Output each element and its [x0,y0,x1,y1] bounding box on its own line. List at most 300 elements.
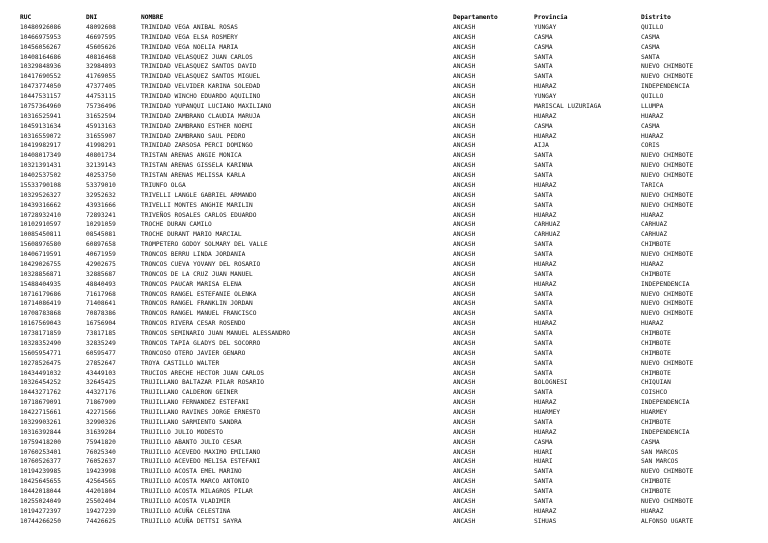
nombre-cell: TRINIDAD WINCHO EDUARDO AQUILINO [141,93,261,100]
header-departamento: Departamento [453,14,498,21]
distrito-cell: CASMA [641,438,660,446]
ruc-cell: 10757364960 [20,102,61,110]
distrito-cell: CHIMBOTE [641,369,671,377]
departamento-cell: ANCASH [453,53,476,61]
provincia-cell: SANTA [534,191,553,199]
ruc-cell: 10278526475 [20,359,61,367]
nombre-cell: TRINIDAD VEGA ANIBAL ROSAS [141,23,238,31]
provincia-cell: CASMA [534,33,553,41]
ruc-cell: 10760253401 [20,448,61,456]
dni-cell: 08545081 [86,231,116,239]
distrito-cell: QUILLO [641,93,664,100]
ruc-cell: 10329903261 [20,418,61,426]
nombre-cell: TRONCOS TAPIA GLADYS DEL SOCORRO [141,339,261,347]
table-row [20,329,761,339]
departamento-cell: ANCASH [453,428,476,436]
dni-cell: 75736496 [86,102,116,110]
nombre-cell: TRINIDAD VEGA NOELIA MARIA [141,43,238,51]
distrito-cell: NUEVO CHIMBOTE [641,468,694,476]
departamento-cell: ANCASH [453,93,476,100]
departamento-cell: ANCASH [453,478,476,486]
table-row [20,438,761,448]
distrito-cell: NUEVO CHIMBOTE [641,63,694,71]
ruc-cell: 10408164686 [20,53,61,61]
ruc-cell: 10328352490 [20,339,61,347]
nombre-cell: TRINIDAD VELASQUEZ SANTOS MIGUEL [141,73,261,81]
table-row [20,487,761,497]
table-row [20,62,761,72]
provincia-cell: SANTA [534,251,553,258]
dni-cell: 32990326 [86,418,116,426]
table-row [20,53,761,63]
dni-cell: 32835249 [86,339,116,347]
ruc-cell: 10447531157 [20,93,61,100]
provincia-cell: CASMA [534,438,553,446]
ruc-cell: 10102910597 [20,221,61,229]
provincia-cell: SANTA [534,468,553,476]
distrito-cell: CHIMBOTE [641,418,671,426]
nombre-cell: TRUJILLO ABANTO JULIO CESAR [141,438,242,446]
provincia-cell: SANTA [534,73,553,81]
departamento-cell: ANCASH [453,280,476,288]
table-row [20,388,761,398]
distrito-cell: NUEVO CHIMBOTE [641,201,694,209]
table-row [20,141,761,151]
nombre-cell: TRISTAN ARENAS MELISSA KARLA [141,172,246,179]
dni-cell: 41769055 [86,73,116,81]
ruc-cell: 10434491032 [20,369,61,377]
table-row [20,191,761,201]
nombre-cell: TRINIDAD VELASQUEZ SANTOS DAVID [141,63,257,71]
departamento-cell: ANCASH [453,468,476,476]
table-row [20,497,761,507]
nombre-cell: TROCHE DURANT MARIO MARCIAL [141,231,242,239]
ruc-cell: 10425645655 [20,478,61,486]
nombre-cell: TRUJILLO ACOSTA MARCO ANTONIO [141,478,250,486]
table-row [20,211,761,221]
nombre-cell: TRINIDAD YUPANQUI LUCIANO MAXILIANO [141,102,272,110]
departamento-cell: ANCASH [453,507,476,515]
ruc-cell: 10406719591 [20,251,61,258]
provincia-cell: SANTA [534,290,553,298]
nombre-cell: TRINIDAD VELVIDER KARINA SOLEDAD [141,83,261,91]
nombre-cell: TRONCOS DE LA CRUZ JUAN MANUEL [141,270,253,278]
dni-cell: 74426625 [86,517,116,525]
provincia-cell: AIJA [534,142,549,150]
ruc-cell: 10759418200 [20,438,61,446]
nombre-cell: TRUJILLO ACUÑA DETTSI SAYRA [141,517,242,525]
ruc-cell: 10085450811 [20,231,61,239]
table-row [20,181,761,191]
dni-cell: 40801734 [86,152,116,160]
nombre-cell: TRONCOS BERRU LINDA JORDANIA [141,251,246,258]
table-row [20,378,761,388]
provincia-cell: SANTA [534,497,553,505]
ruc-cell: 10419982917 [20,142,61,150]
departamento-cell: ANCASH [453,260,476,268]
distrito-cell: NUEVO CHIMBOTE [641,191,694,199]
nombre-cell: TRUJILLANO BALTAZAR PILAR ROSARIO [141,379,264,387]
nombre-cell: TRUJILLANO CALDERON GEINER [141,389,238,397]
dni-cell: 10291059 [86,221,116,229]
nombre-cell: TRONCOS RANGEL ESTEFANIE OLENKA [141,290,257,298]
nombre-cell: TRINIDAD ZAMBRANO SAUL PEDRO [141,132,246,140]
ruc-cell: 10728932410 [20,211,61,219]
distrito-cell: HUARAZ [641,507,664,515]
table-row [20,270,761,280]
provincia-cell: CARHUAZ [534,221,561,229]
departamento-cell: ANCASH [453,162,476,170]
dni-cell: 43449103 [86,369,116,377]
provincia-cell: SANTA [534,63,553,71]
nombre-cell: TRIVELLI MONTES ANGHIE MARILIN [141,201,253,209]
nombre-cell: TRONCOS SEMINARIO JUAN MANUEL ALESSANDRO [141,330,291,337]
dni-cell: 44327176 [86,389,116,397]
dni-cell: 19423998 [86,468,116,476]
table-row [20,290,761,300]
ruc-cell: 10321391431 [20,162,61,170]
provincia-cell: SANTA [534,389,553,397]
distrito-cell: CASMA [641,43,660,51]
dni-cell: 60897658 [86,241,116,249]
distrito-cell: NUEVO CHIMBOTE [641,290,694,298]
table-row [20,151,761,161]
dni-cell: 71408641 [86,300,116,308]
header-nombre: NOMBRE [141,14,164,21]
nombre-cell: TRUCIOS ARECHE HECTOR JUAN CARLOS [141,369,264,377]
table-row [20,102,761,112]
provincia-cell: SANTA [534,369,553,377]
departamento-cell: ANCASH [453,488,476,495]
ruc-cell: 10708783868 [20,310,61,318]
dni-cell: 31655907 [86,132,116,140]
departamento-cell: ANCASH [453,122,476,130]
table-row [20,112,761,122]
header-provincia: Provincia [534,14,568,21]
nombre-cell: TRONCOS CUEVA YOVANY DEL ROSARIO [141,260,261,268]
distrito-cell: HUARAZ [641,132,664,140]
departamento-cell: ANCASH [453,517,476,525]
distrito-cell: NUEVO CHIMBOTE [641,310,694,318]
departamento-cell: ANCASH [453,330,476,337]
nombre-cell: TRIVEÑOS ROSALES CARLOS EDUARDO [141,211,257,219]
nombre-cell: TRINIDAD ZAMBRANO ESTHER NOEMI [141,122,253,130]
departamento-cell: ANCASH [453,73,476,81]
distrito-cell: CARHUAZ [641,221,668,229]
distrito-cell: NUEVO CHIMBOTE [641,172,694,179]
provincia-cell: HUARAZ [534,132,557,140]
distrito-cell: SAN MARCOS [641,458,679,466]
table-row [20,319,761,329]
nombre-cell: TRINIDAD ZARSOSA PERCI DOMINGO [141,142,253,150]
nombre-cell: TRUJILLO ACOSTA EMEL MARINO [141,468,242,476]
distrito-cell: HUARAZ [641,112,664,120]
nombre-cell: TROMPETERO GODOY SOLMARY DEL VALLE [141,241,268,249]
ruc-cell: 10316559072 [20,132,61,140]
provincia-cell: YUNGAY [534,23,557,31]
dni-cell: 53379010 [86,181,116,189]
nombre-cell: TRONCOS PAUCAR MARISA ELENA [141,280,242,288]
distrito-cell: QUILLO [641,23,664,31]
provincia-cell: HUARAZ [534,507,557,515]
departamento-cell: ANCASH [453,448,476,456]
ruc-cell: 10255024049 [20,497,61,505]
table-row [20,220,761,230]
ruc-cell: 10480926086 [20,23,61,31]
dni-cell: 71617968 [86,290,116,298]
departamento-cell: ANCASH [453,63,476,71]
provincia-cell: HUARAZ [534,428,557,436]
nombre-cell: TRUJILLO JULIO MODESTO [141,428,223,436]
nombre-cell: TRUJILLO ACOSTA VLADIMIR [141,497,231,505]
provincia-cell: HUARMEY [534,409,561,416]
nombre-cell: TRONCOSO OTERO JAVIER GENARO [141,349,246,357]
ruc-cell: 15488404935 [20,280,61,288]
ruc-cell: 15605954771 [20,349,61,357]
dni-cell: 72893241 [86,211,116,219]
table-row [20,398,761,408]
distrito-cell: TARICA [641,181,664,189]
nombre-cell: TRUJILLO ACUÑA CELESTINA [141,507,231,515]
provincia-cell: SANTA [534,53,553,61]
distrito-cell: NUEVO CHIMBOTE [641,497,694,505]
departamento-cell: ANCASH [453,142,476,150]
dni-cell: 32139143 [86,162,116,170]
ruc-cell: 10328856871 [20,270,61,278]
departamento-cell: ANCASH [453,152,476,160]
ruc-cell: 10466975953 [20,33,61,41]
departamento-cell: ANCASH [453,112,476,120]
dni-cell: 71867909 [86,399,116,407]
departamento-cell: ANCASH [453,23,476,31]
provincia-cell: SANTA [534,201,553,209]
ruc-cell: 10442018044 [20,488,61,495]
nombre-cell: TRISTAN ARENAS GISSELA KARINNA [141,162,253,170]
table-row [20,408,761,418]
nombre-cell: TRINIDAD VEGA ELSA ROSMERY [141,33,238,41]
nombre-cell: TRISTAN ARENAS ANGIE MONICA [141,152,242,160]
provincia-cell: CASMA [534,43,553,51]
dni-cell: 19427239 [86,507,116,515]
dni-cell: 16756904 [86,320,116,328]
table-row [20,72,761,82]
dni-cell: 45605626 [86,43,116,51]
table-row [20,280,761,290]
departamento-cell: ANCASH [453,379,476,387]
table-row [20,448,761,458]
dni-cell: 25502404 [86,497,116,505]
ruc-cell: 10456056267 [20,43,61,51]
distrito-cell: CASMA [641,33,660,41]
nombre-cell: TRUJILLANO FERNANDEZ ESTEFANI [141,399,250,407]
departamento-cell: ANCASH [453,458,476,466]
provincia-cell: MARISCAL LUZURIAGA [534,102,602,110]
distrito-cell: NUEVO CHIMBOTE [641,162,694,170]
ruc-cell: 10429026755 [20,260,61,268]
nombre-cell: TRINIDAD ZAMBRANO CLAUDIA MARUJA [141,112,261,120]
provincia-cell: SANTA [534,300,553,308]
dni-cell: 47377405 [86,83,116,91]
table-row [20,132,761,142]
table-row [20,418,761,428]
provincia-cell: CARHUAZ [534,231,561,239]
table-row [20,309,761,319]
nombre-cell: TRUJILLO ACEVEDO MELISA ESTEFANI [141,458,261,466]
departamento-cell: ANCASH [453,241,476,249]
dni-cell: 76052637 [86,458,116,466]
dni-cell: 44201804 [86,488,116,495]
provincia-cell: HUARAZ [534,280,557,288]
ruc-cell: 10402537502 [20,172,61,179]
table-header-row [20,13,761,23]
departamento-cell: ANCASH [453,359,476,367]
nombre-cell: TRUJILLO ACEVEDO MAXIMO EMILIANO [141,448,261,456]
dni-cell: 76025340 [86,448,116,456]
ruc-cell: 15608976580 [20,241,61,249]
distrito-cell: NUEVO CHIMBOTE [641,152,694,160]
dni-cell: 43931666 [86,201,116,209]
distrito-cell: CASMA [641,122,660,130]
nombre-cell: TRIVELLI LANGLE GABRIEL ARMANDO [141,191,257,199]
ruc-cell: 10408017349 [20,152,61,160]
nombre-cell: TRONCOS RIVERA CESAR ROSENDO [141,320,246,328]
departamento-cell: ANCASH [453,191,476,199]
departamento-cell: ANCASH [453,290,476,298]
contributors-table [20,13,761,527]
provincia-cell: SANTA [534,418,553,426]
table-row [20,369,761,379]
ruc-cell: 10329848936 [20,63,61,71]
distrito-cell: CHIMBOTE [641,488,671,495]
ruc-cell: 10194272397 [20,507,61,515]
ruc-cell: 10194239985 [20,468,61,476]
nombre-cell: TRONCOS RANGEL FRANKLIN JORDAN [141,300,253,308]
distrito-cell: CHIMBOTE [641,478,671,486]
distrito-cell: NUEVO CHIMBOTE [641,73,694,81]
provincia-cell: SANTA [534,478,553,486]
provincia-cell: BOLOGNESI [534,379,568,387]
ruc-cell: 10443271762 [20,389,61,397]
dni-cell: 32885687 [86,270,116,278]
provincia-cell: HUARAZ [534,260,557,268]
provincia-cell: SANTA [534,152,553,160]
distrito-cell: NUEVO CHIMBOTE [641,359,694,367]
departamento-cell: ANCASH [453,201,476,209]
distrito-cell: INDEPENDENCIA [641,83,690,91]
ruc-cell: 10422715661 [20,409,61,416]
distrito-cell: CHIMBOTE [641,270,671,278]
distrito-cell: CARHUAZ [641,231,668,239]
header-ruc: RUC [20,14,32,21]
provincia-cell: HUARAZ [534,399,557,407]
ruc-cell: 10439316662 [20,201,61,209]
dni-cell: 73817185 [86,330,116,337]
ruc-cell: 10714086419 [20,300,61,308]
distrito-cell: INDEPENDENCIA [641,399,690,407]
provincia-cell: HUARAZ [534,320,557,328]
table-body [20,23,761,527]
dni-cell: 40816468 [86,53,116,61]
ruc-cell: 10760526377 [20,458,61,466]
departamento-cell: ANCASH [453,339,476,347]
table-row [20,250,761,260]
distrito-cell: ALFONSO UGARTE [641,517,694,525]
ruc-cell: 10459131634 [20,122,61,130]
departamento-cell: ANCASH [453,399,476,407]
ruc-cell: 10329526327 [20,191,61,199]
dni-cell: 31639284 [86,428,116,436]
dni-cell: 42564565 [86,478,116,486]
table-row [20,507,761,517]
table-row [20,23,761,33]
distrito-cell: NUEVO CHIMBOTE [641,251,694,258]
table-row [20,201,761,211]
table-row [20,260,761,270]
table-row [20,477,761,487]
distrito-cell: NUEVO CHIMBOTE [641,300,694,308]
table-row [20,467,761,477]
provincia-cell: HUARI [534,458,553,466]
departamento-cell: ANCASH [453,33,476,41]
header-distrito: Distrito [641,14,671,21]
dni-cell: 40253750 [86,172,116,179]
ruc-cell: 10326454252 [20,379,61,387]
provincia-cell: SANTA [534,241,553,249]
provincia-cell: SANTA [534,488,553,495]
distrito-cell: CHIMBOTE [641,339,671,347]
nombre-cell: TRONCOS RANGEL MANUEL FRANCISCO [141,310,257,318]
distrito-cell: CHIMBOTE [641,349,671,357]
table-row [20,33,761,43]
distrito-cell: SAN MARCOS [641,448,679,456]
provincia-cell: CASMA [534,122,553,130]
dni-cell: 41998291 [86,142,116,150]
provincia-cell: SIHUAS [534,517,557,525]
distrito-cell: CHIMBOTE [641,330,671,337]
ruc-cell: 10417690552 [20,73,61,81]
dni-cell: 40671959 [86,251,116,258]
departamento-cell: ANCASH [453,132,476,140]
departamento-cell: ANCASH [453,409,476,416]
dni-cell: 27852647 [86,359,116,367]
table-row [20,339,761,349]
dni-cell: 32984893 [86,63,116,71]
nombre-cell: TROCHE DURAN CAMILO [141,221,212,229]
provincia-cell: SANTA [534,270,553,278]
nombre-cell: TRUJILLO ACOSTA MILAGROS PILAR [141,488,253,495]
distrito-cell: INDEPENDENCIA [641,280,690,288]
ruc-cell: 10716179686 [20,290,61,298]
provincia-cell: SANTA [534,162,553,170]
distrito-cell: CHIQUIAN [641,379,671,387]
departamento-cell: ANCASH [453,211,476,219]
departamento-cell: ANCASH [453,369,476,377]
nombre-cell: TRUJILLANO SARMIENTO SANDRA [141,418,242,426]
table-row [20,240,761,250]
provincia-cell: HUARI [534,448,553,456]
distrito-cell: LLUMPA [641,102,664,110]
distrito-cell: CORIS [641,142,660,150]
table-row [20,428,761,438]
dni-cell: 32645425 [86,379,116,387]
departamento-cell: ANCASH [453,181,476,189]
table-row [20,43,761,53]
nombre-cell: TROYA CASTILLO WALTER [141,359,220,367]
departamento-cell: ANCASH [453,251,476,258]
departamento-cell: ANCASH [453,438,476,446]
distrito-cell: HUARMEY [641,409,668,416]
dni-cell: 60595477 [86,349,116,357]
